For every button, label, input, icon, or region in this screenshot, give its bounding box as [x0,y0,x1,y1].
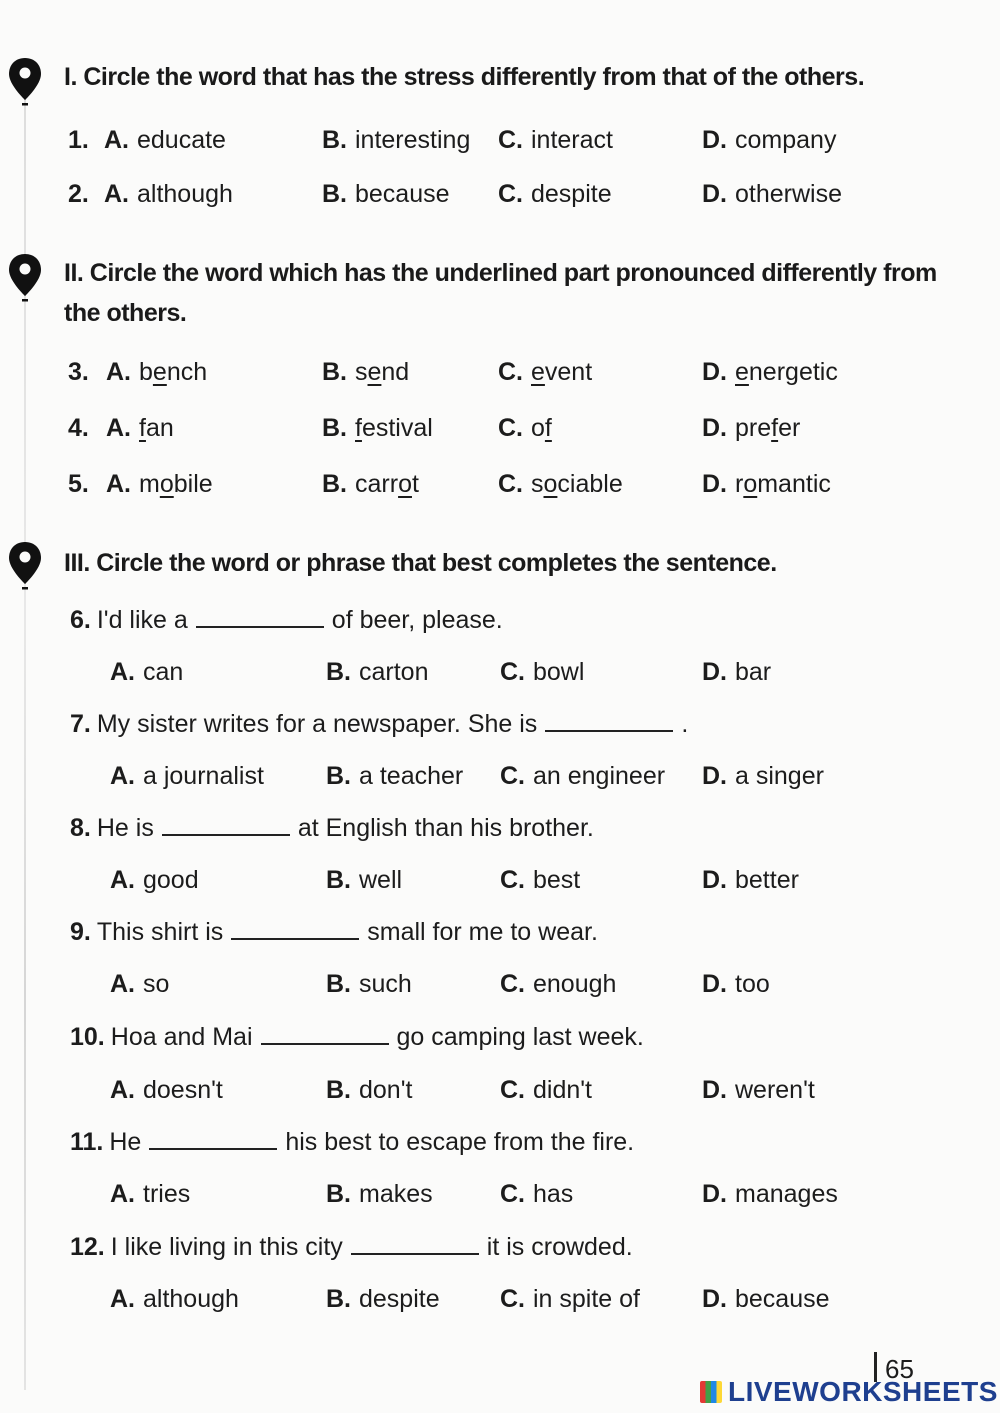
stress-question-row [0,126,1000,166]
answer-option-c[interactable] [500,762,665,791]
option-letter: B. [322,414,347,442]
word-part: vent [544,358,593,386]
underlined-part: o [743,470,758,498]
option-text: tries [143,1180,191,1208]
option-letter: D. [702,762,727,790]
underlined-part: f [771,414,779,442]
word-part: t [411,470,419,498]
section-3-title: III. Circle the word or phrase that best completes the sentence. [64,549,777,577]
option-text: despite [531,180,612,208]
word-part: b [139,358,153,386]
answer-option-d[interactable] [702,180,842,209]
answer-option-d[interactable] [702,866,799,895]
stem-text-before: He [109,1128,142,1156]
question-stem [70,1128,634,1157]
underlined-part: e [367,358,382,386]
option-letter: A. [106,414,131,442]
question-stem [70,1023,644,1052]
answer-option-d[interactable] [702,470,831,499]
question-stem [70,1233,633,1262]
option-letter: D. [702,358,727,386]
option-letter: A. [104,180,129,208]
option-letter: D. [702,470,727,498]
option-text: an engineer [533,762,666,790]
answer-option-b[interactable] [322,126,470,155]
underlined-part: o [543,470,558,498]
stress-question-row [0,180,1000,220]
option-text: has [533,1180,574,1208]
option-letter: A. [110,658,135,686]
option-letter: B. [326,658,351,686]
option-letter: D. [702,414,727,442]
word-part: er [778,414,801,442]
word-part: s [531,470,544,498]
answer-option-a[interactable] [106,470,213,499]
option-text: interact [531,126,613,154]
word-part: pre [735,414,772,442]
option-text: in spite of [533,1285,641,1313]
answer-option-c[interactable] [500,1180,573,1209]
word-part: nd [381,358,410,386]
answer-option-b[interactable] [326,762,463,791]
answer-option-a[interactable] [110,970,169,999]
question-number: 3. [68,358,89,386]
option-text: although [143,1285,239,1313]
option-text: company [735,126,837,154]
answer-blank[interactable] [351,1235,479,1255]
option-letter: B. [326,1285,351,1313]
pronunciation-question-row [0,470,1000,510]
answer-option-a[interactable] [104,126,226,155]
answer-option-c[interactable] [498,470,623,499]
option-text: otherwise [735,180,842,208]
word-part: estival [361,414,433,442]
stem-text-before: I'd like a [96,606,188,634]
underlined-part: f [139,414,146,442]
answer-option-a[interactable] [110,762,264,791]
option-letter: C. [500,1285,525,1313]
location-pin-icon [6,56,44,108]
answer-blank[interactable] [231,920,359,940]
section-1-title: I. Circle the word that has the stress differently from that of the others. [64,63,865,91]
option-letter: A. [104,126,129,154]
mc-options-row [0,1285,1000,1325]
answer-option-b[interactable] [326,866,402,895]
answer-option-c[interactable] [498,414,552,443]
option-text: manages [735,1180,838,1208]
option-text: interesting [355,126,471,154]
answer-blank[interactable] [162,816,290,836]
option-letter: A. [110,1285,135,1313]
stem-text-after: at English than his brother. [297,814,594,842]
answer-option-c[interactable] [498,126,613,155]
answer-option-c[interactable] [498,358,592,387]
option-letter: B. [326,866,351,894]
option-letter: B. [326,1076,351,1104]
question-number: 12. [70,1233,105,1261]
option-letter: B. [326,970,351,998]
underlined-part: o [159,470,174,498]
answer-option-b[interactable] [322,470,419,499]
answer-option-b[interactable] [326,970,412,999]
answer-option-d[interactable] [702,970,770,999]
word-part: mantic [757,470,831,498]
underlined-part: e [735,358,749,386]
stem-text-before: This shirt is [96,918,224,946]
stem-text-before: My sister writes for a newspaper. She is [96,710,538,738]
mc-options-row [0,866,1000,906]
stem-text-before: Hoa and Mai [110,1023,253,1051]
option-text: a teacher [359,762,464,790]
word-part: s [355,358,368,386]
question-number: 8. [70,814,91,842]
option-letter: D. [702,1180,727,1208]
option-text: better [735,866,799,894]
option-text: because [355,180,450,208]
question-number: 5. [68,470,89,498]
stem-text-after: go camping last week. [396,1023,644,1051]
option-text: bowl [533,658,585,686]
underlined-part: f [355,414,362,442]
stem-text-after: . [681,710,689,738]
answer-option-a[interactable] [110,866,199,895]
answer-option-b[interactable] [326,1285,440,1314]
word-part: carr [355,470,399,498]
answer-option-b[interactable] [322,180,450,209]
answer-blank[interactable] [149,1130,277,1150]
stem-text-after: his best to escape from the fire. [285,1128,635,1156]
question-number: 9. [70,918,91,946]
underlined-part: e [531,358,545,386]
answer-option-b[interactable] [326,658,428,687]
answer-option-c[interactable] [500,970,616,999]
pronunciation-question-row [0,358,1000,398]
question-number: 1. [68,126,89,154]
stem-text-before: He is [96,814,154,842]
page-number-text: 65 [885,1354,914,1384]
option-text: educate [137,126,226,154]
word-part: r [735,470,744,498]
question-number: 7. [70,710,91,738]
word-part: nch [166,358,208,386]
answer-option-d[interactable] [702,1285,830,1314]
word-part: an [145,414,174,442]
option-letter: C. [500,1076,525,1104]
answer-option-a[interactable] [106,358,207,387]
question-stem [70,814,594,843]
location-pin-icon [6,252,44,304]
question-stem [70,710,688,739]
option-letter: B. [322,126,347,154]
option-text: don't [359,1076,413,1104]
option-text: despite [359,1285,440,1313]
section-2-title-line2: the others. [64,299,187,327]
answer-option-d[interactable] [702,1180,838,1209]
answer-option-b[interactable] [326,1180,433,1209]
word-part: o [531,414,545,442]
option-letter: A. [110,1180,135,1208]
option-text: although [137,180,233,208]
answer-option-c[interactable] [498,180,612,209]
answer-option-a[interactable] [110,1285,239,1314]
answer-option-c[interactable] [500,1076,592,1105]
option-letter: D. [702,180,727,208]
answer-option-d[interactable] [702,414,800,443]
option-letter: D. [702,658,727,686]
liveworksheets-logo-icon [700,1381,722,1403]
option-letter: C. [498,126,523,154]
underlined-part: f [544,414,552,442]
option-letter: C. [500,970,525,998]
option-letter: D. [702,970,727,998]
question-number: 6. [70,606,91,634]
option-letter: C. [498,180,523,208]
mc-options-row [0,658,1000,698]
underlined-part: e [152,358,167,386]
option-letter: A. [110,866,135,894]
answer-option-d[interactable] [702,126,836,155]
mc-options-row [0,1076,1000,1116]
word-part: m [139,470,160,498]
logo-text: LIVEWORKSHEETS [728,1376,998,1407]
underlined-part: o [398,470,412,498]
location-pin-icon [6,540,44,592]
option-text: doesn't [143,1076,223,1104]
option-text: because [735,1285,830,1313]
question-stem [70,606,503,635]
answer-blank[interactable] [545,712,673,732]
option-text: can [143,658,184,686]
option-letter: A. [110,1076,135,1104]
question-number: 4. [68,414,89,442]
option-letter: B. [322,358,347,386]
mc-options-row [0,1180,1000,1220]
mc-options-row [0,970,1000,1010]
option-letter: B. [326,1180,351,1208]
option-letter: D. [702,126,727,154]
answer-option-d[interactable] [702,658,771,687]
question-number: 11. [70,1128,104,1156]
answer-option-a[interactable] [104,180,233,209]
option-letter: C. [500,1180,525,1208]
option-text: too [735,970,770,998]
answer-blank[interactable] [261,1025,389,1045]
answer-option-d[interactable] [702,762,824,791]
option-letter: B. [322,470,347,498]
option-text: didn't [533,1076,592,1104]
liveworksheets-logo [700,1376,998,1408]
question-number: 10. [70,1023,105,1051]
option-letter: C. [500,866,525,894]
option-text: well [359,866,403,894]
option-letter: C. [498,414,523,442]
stem-text-before: I like living in this city [110,1233,343,1261]
option-letter: C. [500,658,525,686]
stem-text-after: it is crowded. [486,1233,633,1261]
option-letter: A. [110,762,135,790]
answer-option-d[interactable] [702,358,838,387]
answer-option-a[interactable] [106,414,174,443]
answer-option-b[interactable] [322,414,433,443]
option-letter: B. [326,762,351,790]
option-letter: C. [498,358,523,386]
option-text: bar [735,658,772,686]
option-letter: C. [500,762,525,790]
answer-option-a[interactable] [110,1076,223,1105]
option-letter: D. [702,1285,727,1313]
answer-option-b[interactable] [322,358,409,387]
word-part: nergetic [748,358,838,386]
word-part: ciable [557,470,623,498]
option-text: best [533,866,581,894]
answer-option-a[interactable] [110,658,183,687]
option-text: so [143,970,170,998]
answer-option-c[interactable] [500,1285,640,1314]
option-text: a singer [735,762,824,790]
option-letter: D. [702,866,727,894]
option-text: makes [359,1180,433,1208]
answer-option-b[interactable] [326,1076,412,1105]
pronunciation-question-row [0,414,1000,454]
option-letter: D. [702,1076,727,1104]
stem-text-after: small for me to wear. [367,918,598,946]
stem-text-after: of beer, please. [331,606,503,634]
option-text: a journalist [143,762,264,790]
option-text: weren't [735,1076,815,1104]
option-letter: A. [110,970,135,998]
option-letter: B. [322,180,347,208]
option-letter: A. [106,358,131,386]
answer-option-a[interactable] [110,1180,190,1209]
option-letter: A. [106,470,131,498]
option-letter: C. [498,470,523,498]
question-number: 2. [68,180,89,208]
question-stem [70,918,598,947]
option-text: enough [533,970,617,998]
answer-option-d[interactable] [702,1076,815,1105]
answer-option-c[interactable] [500,658,584,687]
mc-options-row [0,762,1000,802]
answer-blank[interactable] [196,608,324,628]
answer-option-c[interactable] [500,866,580,895]
option-text: good [143,866,199,894]
word-part: bile [173,470,213,498]
section-2-title-line1: II. Circle the word which has the underlined part pronounced differently from [64,259,937,287]
option-text: carton [359,658,429,686]
option-text: such [359,970,412,998]
